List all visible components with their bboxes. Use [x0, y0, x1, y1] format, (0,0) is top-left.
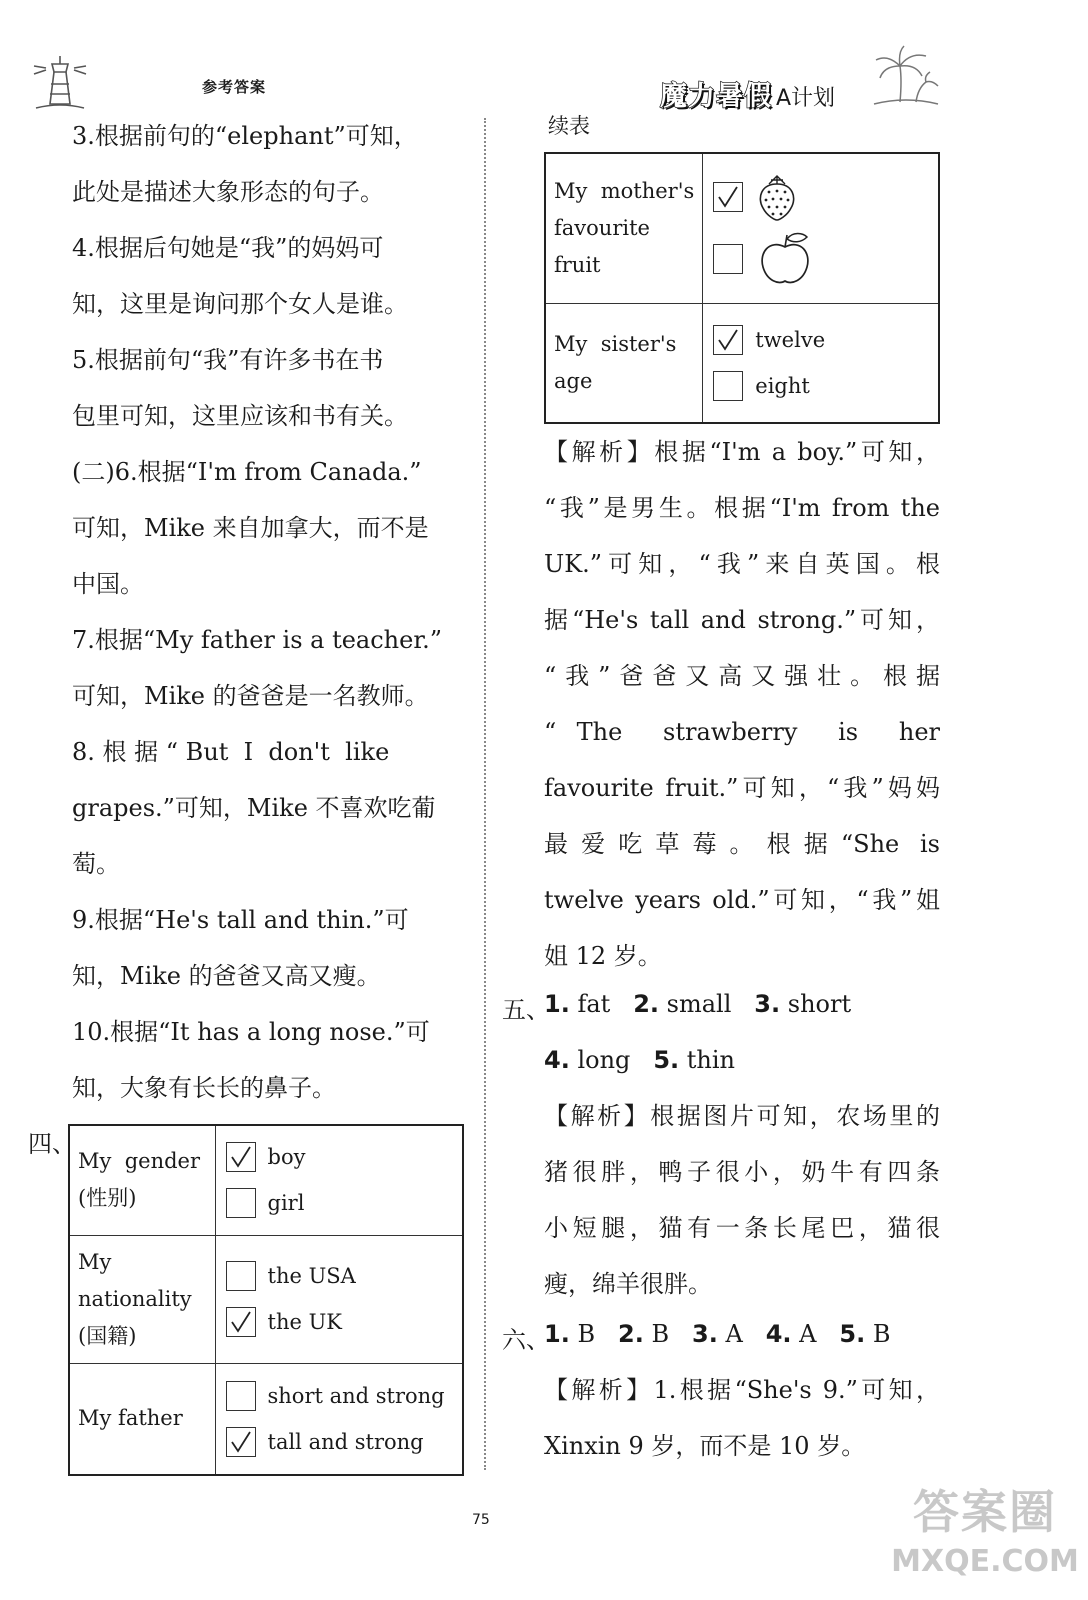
answer-line: 包里可知，这里应该和书有关。 [72, 402, 408, 430]
check-box [713, 325, 743, 355]
analysis-line: favourite fruit.”可知，“我”妈妈 [544, 774, 940, 802]
answer-line: 此处是描述大象形态的句子。 [72, 178, 384, 206]
answer-number: 2. [633, 990, 660, 1018]
row-head-text: (国籍) [78, 1323, 137, 1348]
page-number: 75 [472, 1512, 490, 1528]
answer-number: 2. [618, 1320, 644, 1348]
answer-line: 知，这里是询问那个女人是谁。 [72, 290, 408, 318]
analysis-line: 姐 12 岁。 [544, 942, 662, 970]
option-label: girl [267, 1191, 305, 1216]
continued-table-label: 续表 [548, 114, 590, 138]
answer-line: 7.根据“My father is a teacher.” [72, 626, 443, 654]
option-item [713, 317, 938, 363]
left-column [72, 108, 468, 1116]
analysis-line: 据“He's tall and strong.”可知， [544, 606, 940, 634]
analysis-line: “我”爸爸又高又强壮。根据 [544, 662, 940, 690]
answer-line: 8. 根 据 “ But I don't like [72, 738, 390, 766]
table-row-head [69, 1125, 215, 1235]
row-head-text: favourite [554, 215, 650, 240]
option-item [226, 1253, 463, 1299]
site-watermark [890, 1480, 1080, 1592]
answer-line: 知，Mike 的爸爸又高又瘦。 [72, 962, 381, 990]
options-cell [703, 303, 939, 423]
option-item [226, 1299, 463, 1345]
answer-text: small [666, 990, 732, 1018]
answers-row [544, 1306, 940, 1362]
check-box [226, 1307, 256, 1337]
palm-tree-icon [870, 44, 942, 106]
option-label: boy [267, 1145, 306, 1170]
check-box [226, 1188, 256, 1218]
option-item [226, 1419, 463, 1465]
options-cell [215, 1125, 463, 1235]
lighthouse-icon [30, 52, 90, 112]
answer-line: 萄。 [72, 850, 120, 878]
checkmark-icon [715, 327, 741, 353]
option-item [713, 363, 938, 409]
answer-number: 1. [544, 1320, 570, 1348]
row-head-text: (性别) [78, 1186, 137, 1211]
option-label: twelve [755, 327, 826, 352]
analysis-line: twelve years old.”可知，“我”姐 [544, 886, 940, 914]
answer-text: long [577, 1046, 631, 1074]
answer-line: 可知，Mike 的爸爸是一名教师。 [72, 682, 429, 710]
checkmark-icon [228, 1309, 254, 1335]
answer-text: thin [686, 1046, 736, 1074]
checkmark-icon [715, 184, 741, 210]
answer-line: 10.根据“It has a long nose.”可 [72, 1018, 430, 1046]
section-number-4: 四、 [28, 1130, 76, 1158]
answer-line: grapes.”可知，Mike 不喜欢吃葡 [72, 794, 436, 822]
answer-line: 3.根据前句的“elephant”可知， [72, 122, 418, 150]
checkmark-icon [228, 1429, 254, 1455]
options-cell [703, 153, 939, 303]
option-item [713, 228, 938, 290]
brand-subtitle: A计划 [776, 86, 836, 111]
analysis-line: UK.”可知，“我”来自英国。根 [544, 550, 940, 578]
option-label: tall and strong [267, 1429, 424, 1454]
options-cell [215, 1363, 463, 1475]
section4-table [68, 1124, 464, 1476]
answer-number: 4. [544, 1046, 570, 1074]
option-label: the UK [267, 1310, 342, 1334]
section6 [544, 1306, 940, 1474]
row-head-text: My sister's [554, 331, 677, 356]
analysis-line: “ The strawberry is her [544, 718, 940, 746]
answer-text: fat [577, 990, 611, 1018]
option-item [713, 166, 938, 228]
option-label: the USA [267, 1264, 356, 1288]
row-head-text: My mother's [554, 178, 695, 203]
answer-key-label: 参考答案 [202, 78, 267, 96]
answer-line: 知，大象有长长的鼻子。 [72, 1074, 336, 1102]
apple-icon [755, 231, 815, 287]
answer-number: 5. [839, 1320, 866, 1348]
check-box [713, 182, 743, 212]
analysis-line: “我”是男生。根据“I'm from the [544, 494, 940, 522]
section5 [544, 976, 940, 1312]
column-divider [484, 118, 486, 1470]
row-head-text: My [78, 1249, 112, 1274]
answer-line: 中国。 [72, 570, 144, 598]
row-head-text: fruit [554, 252, 601, 277]
section-number-5: 五、 [502, 996, 550, 1024]
continued-table [544, 152, 940, 424]
analysis-line: 小短腿，猫有一条长尾巴，猫很 [544, 1214, 940, 1242]
row-head-text: age [554, 368, 593, 393]
analysis-line: 瘦，绵羊很胖。 [544, 1270, 712, 1298]
strawberry-icon [755, 172, 799, 222]
analysis-line: 【解析】1.根据“She's 9.”可知， [544, 1376, 940, 1404]
check-box [226, 1261, 256, 1291]
table-row-head [545, 303, 703, 423]
option-label: short and strong [267, 1383, 445, 1408]
analysis-line: 最爱吃草莓。根据“She is [544, 830, 940, 858]
answer-text: A [725, 1320, 743, 1348]
answer-number: 1. [544, 990, 570, 1018]
row-head-text: My father [78, 1406, 183, 1431]
answer-number: 4. [765, 1320, 792, 1348]
analysis-line: 猪很胖，鸭子很小，奶牛有四条 [544, 1158, 940, 1186]
answer-text: B [872, 1320, 891, 1348]
answer-number: 3. [754, 990, 781, 1018]
check-box [713, 244, 743, 274]
answer-text: A [799, 1320, 817, 1348]
row-head-text: My gender [78, 1149, 201, 1174]
table-row-head [69, 1235, 215, 1363]
answer-line: 4.根据后句她是“我”的妈妈可 [72, 234, 384, 262]
analysis-line: 【解析】根据图片可知，农场里的 [544, 1102, 940, 1130]
check-box [713, 371, 743, 401]
checkmark-icon [228, 1144, 254, 1170]
answer-line: 可知，Mike 来自加拿大，而不是 [72, 514, 429, 542]
answer-text: B [651, 1320, 670, 1348]
options-cell [215, 1235, 463, 1363]
answer-number: 5. [653, 1046, 680, 1074]
option-item [226, 1180, 463, 1226]
check-box [226, 1142, 256, 1172]
answer-text: B [577, 1320, 596, 1348]
check-box [226, 1381, 256, 1411]
table-row-head [69, 1363, 215, 1475]
row-head-text: nationality [78, 1286, 192, 1311]
answers-row [544, 976, 940, 1032]
section-number-6: 六、 [502, 1326, 550, 1354]
watermark-logo-text: 答案圈 [913, 1485, 1057, 1539]
analysis-line: 【解析】根据“I'm a boy.”可知， [544, 438, 940, 466]
right-column [544, 108, 940, 144]
watermark-domain: MXQE.COM [891, 1544, 1079, 1579]
brand-title: 魔力暑假 [660, 81, 772, 112]
answer-line: 9.根据“He's tall and thin.”可 [72, 906, 409, 934]
check-box [226, 1427, 256, 1457]
header-left [30, 52, 280, 112]
option-item [226, 1373, 463, 1419]
option-label: eight [755, 373, 810, 398]
answer-line: (二)6.根据“I'm from Canada.” [72, 458, 422, 486]
analysis-line: Xinxin 9 岁，而不是 10 岁。 [544, 1432, 866, 1460]
answer-text: short [787, 990, 852, 1018]
analysis-section4 [544, 424, 940, 984]
table-row-head [545, 153, 703, 303]
option-item [226, 1134, 463, 1180]
answers-row [544, 1032, 940, 1088]
answer-number: 3. [692, 1320, 718, 1348]
answer-line: 5.根据前句“我”有许多书在书 [72, 346, 384, 374]
